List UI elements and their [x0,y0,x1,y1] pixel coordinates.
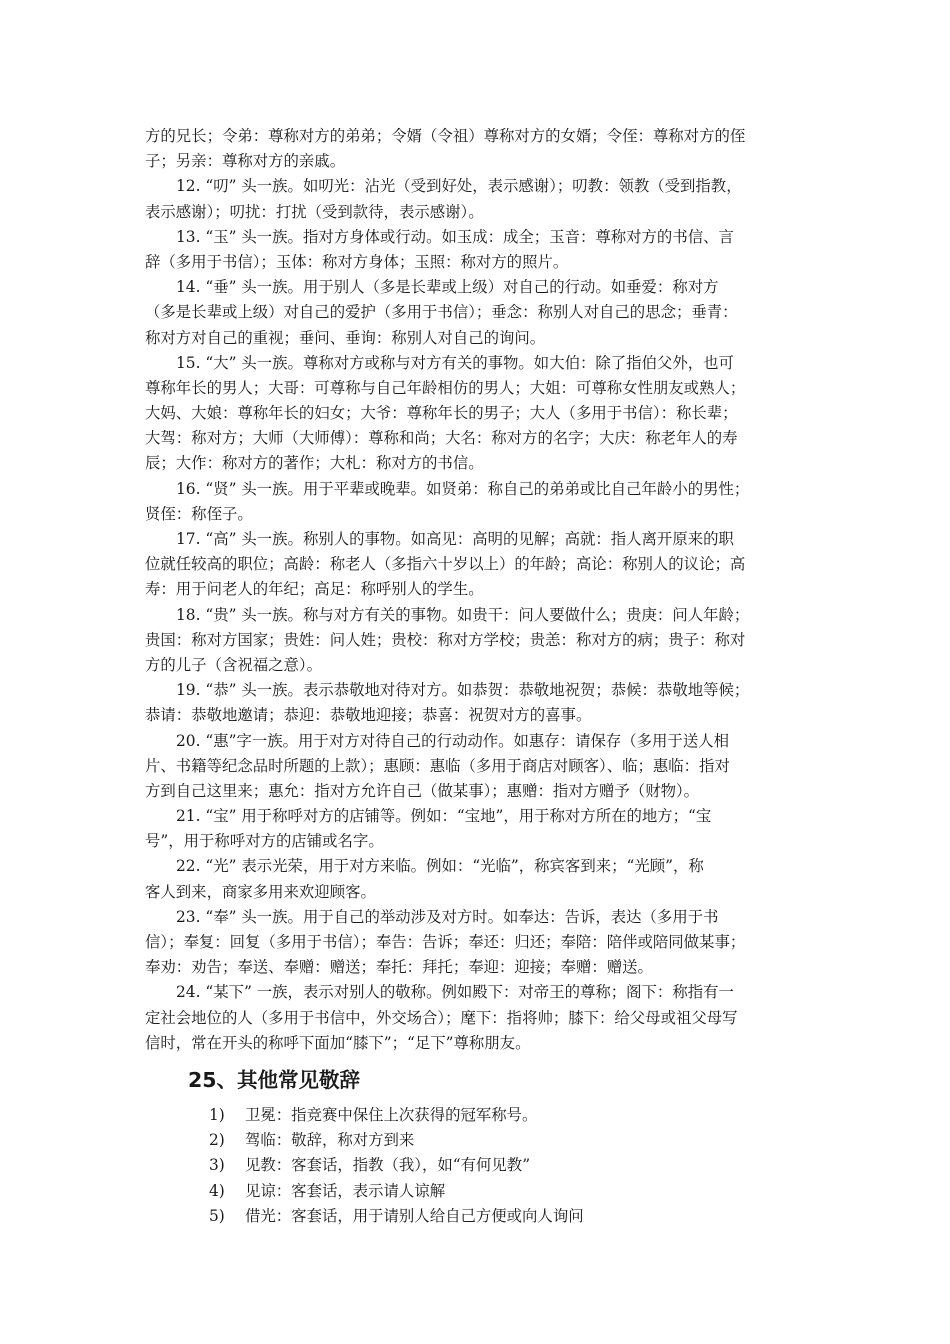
paragraph-line: 奉劝：劝告；奉送、奉赠：赠送；奉托：拜托；奉迎：迎接；奉赠：赠送。 [145,958,653,977]
paragraph-line: 表示感谢）；叨扰：打扰（受到款待，表示感谢）。 [145,202,484,221]
paragraph-line: （多是长辈或上级）对自己的爱护（多用于书信）；垂念：称别人对自己的思念；垂青： [145,303,738,322]
paragraph-line: 方的兄长；令弟：尊称对方的弟弟；令婿（令祖）尊称对方的女婿；令侄：尊称对方的侄 [145,127,746,145]
list-text: 卫冕：指竞赛中保住上次获得的冠军称号。 [245,1105,538,1124]
paragraph-line: 信）；奉复：回复（多用于书信）；奉告：告诉；奉还：归还；奉陪：陪伴或陪同做某事； [145,933,746,951]
list-text: 见教：客套话，指教（我），如“有何见教” [245,1156,531,1175]
paragraph [145,905,813,981]
list-text: 借光：客套话，用于请别人给自己方便或向人询问 [245,1206,584,1225]
paragraph [145,980,813,1056]
paragraph-line: 20. “惠”字一族。用于对方对待自己的行动动作。如惠存：请保存（多用于送人相 [176,731,729,750]
list-number: 2) [209,1131,225,1150]
list-item [209,1128,813,1153]
list-text: 驾临：敬辞，称对方到来 [245,1131,415,1150]
paragraph-line: 19. “恭” 头一族。表示恭敬地对待对方。如恭贺：恭敬地祝贺；恭候：恭敬地等候； [176,681,750,700]
paragraph-line: 定社会地位的人（多用于书信中，外交场合）；麾下：指将帅；膝下：给父母或祖父母写 [145,1008,738,1027]
paragraph-line: 13. “玉” 头一族。指对方身体或行动。如玉成：成全；玉音：尊称对方的书信、言 [176,227,734,246]
paragraph [145,729,813,805]
list-item [209,1204,813,1229]
list-item [209,1103,813,1128]
paragraph-list [145,124,813,1056]
list-number: 1) [209,1105,225,1124]
paragraph-line: 15. “大” 头一族。尊称对方或称与对方有关的事物。如大伯：除了指伯父外，也可 [176,353,734,372]
section-list [209,1103,813,1229]
paragraph-line: 片、书籍等纪念品时所题的上款）；惠顾：惠临（多用于商店对顾客）、临；惠临：指对 [145,756,730,775]
paragraph-line: 位就任较高的职位；高龄：称老人（多指六十岁以上）的年龄；高论：称别人的议论；高 [145,555,746,574]
list-item [209,1153,813,1178]
paragraph-line: 恭请：恭敬地邀请；恭迎：恭敬地迎接；恭喜：祝贺对方的喜事。 [145,706,592,725]
paragraph [145,174,813,224]
paragraph-line: 信时，常在开头的称呼下面加“膝下”；“足下”尊称朋友。 [145,1033,531,1052]
paragraph [145,527,813,603]
paragraph-line: 号”，用于称呼对方的店铺或名字。 [145,832,384,851]
paragraph-line: 辰；大作：称对方的著作；大札：称对方的书信。 [145,454,484,473]
section-heading: 25、其他常见敬辞 [188,1067,361,1092]
paragraph-line: 18. “贵” 头一族。称与对方有关的事物。如贵干：问人要做什么；贵庚：问人年龄； [176,605,750,624]
paragraph-line: 大驾：称对方；大师（大师傅）：尊称和尚；大名：称对方的名字；大庆：称老年人的寿 [145,429,738,448]
paragraph [145,854,813,904]
paragraph-line: 大妈、大娘：尊称年长的妇女；大爷：尊称年长的男子；大人（多用于书信）：称长辈； [145,404,738,423]
paragraph-line: 21. “宝” 用于称呼对方的店铺等。例如：“宝地”，用于称对方所在的地方；“宝 [176,807,712,826]
paragraph-line: 12. “叨” 头一族。如叨光：沾光（受到好处，表示感谢）；叨教：领教（受到指教， [176,177,742,196]
paragraph [145,477,813,527]
paragraph-line: 22. “光” 表示光荣，用于对方来临。例如：“光临”，称宾客到来；“光顾”，称 [176,857,704,876]
paragraph-line: 称对方对自己的重视；垂问、垂询：称别人对自己的询问。 [145,328,546,347]
paragraph [145,603,813,679]
paragraph-line: 尊称年长的男人；大哥：可尊称与自己年龄相仿的男人；大姐：可尊称女性朋友或熟人； [145,378,746,397]
list-number: 3) [209,1156,225,1175]
paragraph [145,275,813,351]
list-number: 5) [209,1206,225,1225]
document-page [145,124,813,1229]
paragraph-line: 14. “垂” 头一族。用于别人（多是长辈或上级）对自己的行动。如垂爱：称对方 [176,278,719,297]
paragraph-line: 子；另亲：尊称对方的亲戚。 [145,152,346,171]
paragraph [145,225,813,275]
paragraph [145,351,813,477]
list-text: 见谅：客套话，表示请人谅解 [245,1181,446,1200]
paragraph-line: 16. “贤” 头一族。用于平辈或晚辈。如贤弟：称自己的弟弟或比自己年龄小的男性； [176,479,750,498]
paragraph-line: 辞（多用于书信）；玉体：称对方身体；玉照：称对方的照片。 [145,252,569,271]
paragraph [145,678,813,728]
paragraph-line: 贵国：称对方国家；贵姓：问人姓；贵校：称对方学校；贵恙：称对方的病；贵子：称对 [145,630,746,649]
paragraph-line: 寿：用于问老人的年纪；高足：称呼别人的学生。 [145,580,484,599]
paragraph-line: 24. “某下” 一族，表示对别人的敬称。例如殿下：对帝王的尊称；阁下：称指有一 [176,983,734,1002]
paragraph [145,124,813,174]
paragraph-line: 方到自己这里来；惠允：指对方允许自己（做某事）；惠赠：指对方赠予（财物）。 [145,781,700,800]
list-number: 4) [209,1181,225,1200]
paragraph-line: 贤侄：称侄子。 [145,504,253,523]
list-item [209,1179,813,1204]
paragraph-line: 方的儿子（含祝福之意）。 [145,655,322,674]
paragraph-line: 23. “奉” 头一族。用于自己的举动涉及对方时。如奉达：告诉，表达（多用于书 [176,907,719,926]
paragraph [145,804,813,854]
paragraph-line: 客人到来，商家多用来欢迎顾客。 [145,882,376,901]
paragraph-line: 17. “高” 头一族。称别人的事物。如高见：高明的见解；高就：指人离开原来的职 [176,530,734,548]
